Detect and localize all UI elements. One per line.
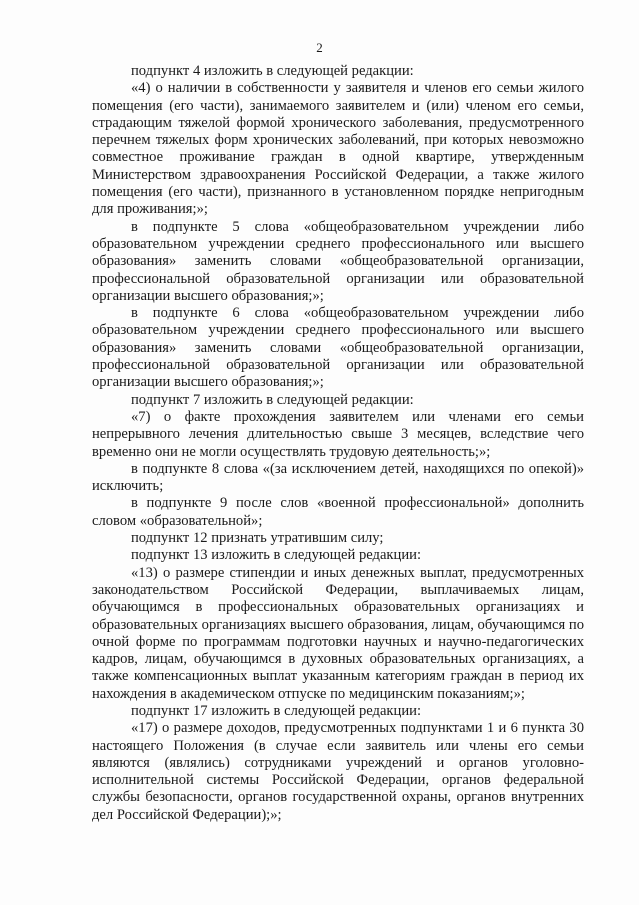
paragraph-subpoint-8-amendment: в подпункте 8 слова «(за исключением детей, находящихся по опекой)» исключить; — [92, 460, 584, 495]
paragraph-subpoint-13-text: «13) о размере стипендии и иных денежных выплат, предусмотренных законодательством Российской Федерации, выплачиваемых лицам, обучающимся в профессиональных образовательных организациях и образовательных организациях высшего образования, лицам, обучающимся по очной форме по программам подготовки научных и научно-педагогических кадров, лицам, обучающимся в духовных образовательных организациях, а также компенсационных выплат указанным категориям граждан в период их нахождения в академическом отпуске по медицинским показаниям;»; — [92, 564, 584, 702]
paragraph-subpoint-9-amendment: в подпункте 9 после слов «военной профессиональной» дополнить словом «образовательной»; — [92, 495, 584, 529]
paragraph-subpoint-7-text: «7) о факте прохождения заявителем или членами его семьи непрерывного лечения длительностью свыше 3 месяцев, вследствие чего временно они не могли осуществлять трудовую деятельность;»; — [92, 408, 584, 460]
paragraph-subpoint-17-intro: подпункт 17 изложить в следующей редакции: — [131, 702, 422, 719]
paragraph-subpoint-17-text: «17) о размере доходов, предусмотренных подпунктами 1 и 6 пункта 30 настоящего Положения (в случае если заявитель или члены его семьи являются (являлись) сотрудниками учреждений и органов уголовно-исполнительной системы Российской Федерации, органов федеральной службы безопасности, органов государственной охраны, органов внутренних дел Российской Федерации);»; — [92, 720, 584, 823]
paragraph-subpoint-13-intro: подпункт 13 изложить в следующей редакции: — [131, 547, 422, 564]
paragraph-subpoint-4-text: «4) о наличии в собственности у заявителя и членов его семьи жилого помещения (его части), занимаемого заявителем и (или) членом его семьи, страдающим тяжелой формой хронического заболевания, предусмотренного перечнем тяжелых форм хронических заболеваний, при которых невозможно совместное проживание граждан в одной квартире, утвержденным Министерством здравоохранения Российской Федерации, а также жилого помещения (его части), признанного в установленном порядке непригодным для проживания;»; — [92, 80, 584, 218]
page-number: 2 — [316, 40, 323, 55]
paragraph-subpoint-7-intro: подпункт 7 изложить в следующей редакции: — [131, 391, 414, 408]
paragraph-subpoint-12-repeal: подпункт 12 признать утратившим силу; — [131, 530, 384, 547]
paragraph-subpoint-6-amendment: в подпункте 6 слова «общеобразовательном учреждении либо образовательном учреждении среднего профессионального или высшего образования» заменить словами «общеобразовательной организации, профессиональной образовательной организации или образовательной организации высшего образования;»; — [92, 305, 584, 391]
document-body — [92, 63, 584, 824]
paragraph-subpoint-5-amendment: в подпункте 5 слова «общеобразовательном учреждении либо образовательном учреждении среднего профессионального или высшего образования» заменить словами «общеобразовательной организации, профессиональной образовательной организации или образовательной организации высшего образования;»; — [92, 218, 584, 304]
paragraph-subpoint-4-intro: подпункт 4 изложить в следующей редакции: — [131, 63, 414, 79]
